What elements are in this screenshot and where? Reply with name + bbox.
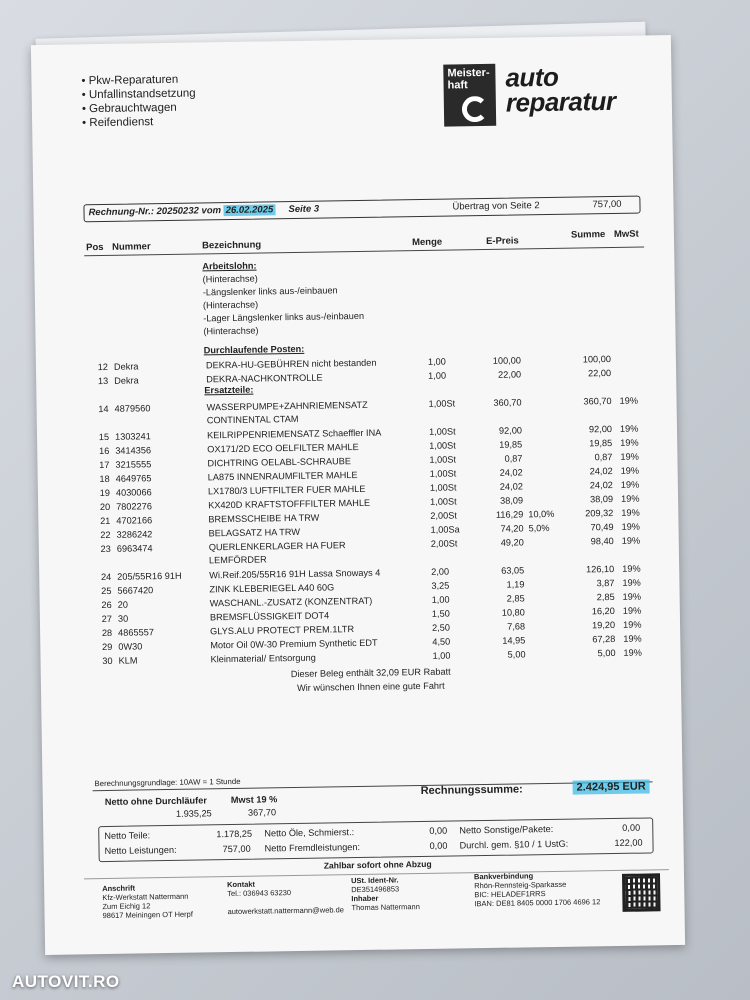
item-pos: 26	[101, 599, 112, 611]
item-qty: 2,00St	[430, 510, 457, 521]
item-sum: 98,40	[590, 535, 614, 547]
service-item: • Unfallinstandsetzung	[81, 87, 196, 102]
labor-line: (Hinterachse)	[203, 325, 259, 337]
item-pos: 24	[100, 571, 112, 583]
greeting-note: Wir wünschen Ihnen eine gute Fahrt	[296, 680, 445, 693]
item-sum: 67,28	[592, 633, 616, 645]
item-desc: Wi.Reif.205/55R16 91H Lassa Snoways 4	[209, 567, 381, 581]
col-pos: Pos	[85, 241, 104, 254]
item-vat: 19%	[620, 479, 640, 490]
vat-value: 367,70	[247, 807, 277, 818]
item-qty: 1,00St	[428, 398, 456, 409]
item-nr: 3286242	[116, 529, 153, 540]
col-menge: Menge	[411, 236, 443, 249]
total-label: Rechnungssumme:	[420, 783, 523, 798]
item-nr: 1303241	[114, 431, 151, 442]
footer-line: 98617 Meiningen OT Herpf	[102, 909, 193, 921]
item-pos: 30	[102, 655, 113, 667]
labor-line: (Hinterachse)	[202, 299, 259, 311]
item-sum: 3,87	[596, 577, 615, 589]
logo-word: reparatur	[505, 85, 616, 118]
footer-line: Thomas Nattermann	[351, 902, 420, 913]
item-desc-continued: CONTINENTAL CTAM	[206, 413, 299, 426]
services-list	[81, 73, 196, 131]
item-nr: 4030066	[115, 487, 152, 498]
invoice-page	[31, 35, 685, 955]
item-vat: 19%	[622, 591, 642, 602]
item-pos: 13	[97, 375, 109, 387]
item-qty: 1,00St	[428, 426, 456, 437]
carry-over-value: 757,00	[592, 198, 622, 211]
item-nr: KLM	[118, 655, 138, 666]
item-disc	[528, 495, 560, 496]
service-item: • Gebrauchtwagen	[81, 101, 177, 116]
item-pos: 17	[99, 459, 110, 471]
item-sum: 2,85	[596, 591, 615, 603]
item-qty: 2,50	[432, 622, 451, 633]
item-pos: 21	[100, 515, 111, 527]
calc-basis: Berechnungsgrundlage: 10AW = 1 Stunde	[94, 776, 241, 789]
item-qty: 2,00St	[430, 538, 458, 549]
item-vat: 19%	[619, 423, 639, 434]
item-sum: 70,49	[590, 521, 614, 533]
item-pos: 15	[98, 431, 110, 443]
carry-over-label: Übertrag von Seite 2	[452, 200, 540, 213]
item-vat: 19%	[622, 577, 641, 588]
item-price: 10,80	[501, 607, 525, 618]
footer-address-title: Anschrift	[102, 883, 136, 894]
oils-net-value: 0,00	[429, 825, 448, 836]
item-disc	[530, 649, 562, 650]
item-disc: 10,0%	[528, 508, 555, 520]
item-nr: 4649765	[115, 473, 152, 484]
item-qty: 1,00St	[429, 454, 457, 465]
footer-tax-title: USt. Ident-Nr.	[350, 875, 399, 886]
item-nr: 4702166	[116, 515, 153, 526]
item-desc: DEKRA-NACHKONTROLLE	[206, 372, 323, 385]
item-nr: 205/55R16 91H	[117, 570, 182, 582]
item-pos: 23	[100, 543, 111, 555]
item-disc	[530, 607, 562, 608]
item-qty: 2,00	[431, 566, 450, 577]
item-price: 22,00	[498, 369, 522, 380]
other-net-value: 0,00	[622, 822, 641, 833]
item-disc	[530, 621, 562, 622]
item-price: 1,19	[506, 579, 525, 590]
parts-net-label: Netto Teile:	[104, 830, 151, 842]
pass-through-net-label: Durchl. gem. §10 / 1 UstG:	[459, 838, 569, 851]
item-desc: DEKRA-HU-GEBÜHREN nicht bestanden	[205, 357, 377, 371]
item-price: 116,29	[495, 509, 524, 520]
item-price: 360,70	[493, 397, 522, 408]
item-price: 92,00	[498, 425, 523, 436]
item-qty: 1,00St	[430, 496, 457, 507]
item-disc	[527, 425, 559, 426]
item-disc	[528, 481, 560, 482]
item-price: 74,20	[500, 523, 524, 534]
item-qty: 1,00	[427, 356, 446, 367]
item-price: 7,68	[507, 621, 526, 632]
item-nr: 3215555	[115, 459, 152, 470]
item-price: 49,20	[500, 537, 524, 548]
item-pos: 29	[102, 641, 113, 653]
item-sum: 16,20	[591, 605, 615, 617]
logo-badge-text: Meister-	[447, 66, 490, 80]
labor-title: Arbeitslohn:	[202, 260, 257, 272]
item-sum: 24,02	[589, 479, 613, 491]
qr-code-icon	[622, 873, 661, 912]
footer-contact	[227, 878, 344, 916]
col-nummer: Nummer	[111, 241, 151, 253]
item-disc	[526, 397, 558, 398]
item-nr: 6963474	[116, 543, 153, 554]
footer-address	[102, 883, 193, 920]
invoice-header-box	[83, 196, 640, 223]
item-disc: 5,0%	[528, 522, 550, 534]
logo-wheel-icon	[462, 96, 488, 122]
item-disc	[530, 635, 562, 636]
footer-email: autowerkstatt.nattermann@web.de	[227, 905, 345, 917]
item-desc: GLYS.ALU PROTECT PREM.1LTR	[210, 624, 355, 637]
item-nr: 5667420	[117, 585, 154, 596]
header-rule	[84, 246, 644, 256]
item-nr: 30	[117, 613, 129, 624]
external-net-label: Netto Fremdleistungen:	[264, 842, 361, 854]
footer-line: BIC: HELADEF1RRS	[474, 889, 546, 900]
item-disc	[527, 439, 559, 440]
item-pos: 14	[98, 403, 109, 415]
oils-net-label: Netto Öle, Schmierst.:	[264, 827, 355, 839]
item-vat: 19%	[621, 493, 640, 504]
footer-phone: Tel.: 036943 63230	[227, 888, 292, 899]
item-desc: DICHTRING OELABL-SCHRAUBE	[207, 456, 351, 469]
item-qty: 1,00St	[429, 440, 456, 451]
item-disc	[526, 355, 558, 356]
item-disc	[528, 467, 560, 468]
footer-bank	[474, 870, 600, 908]
labor-line: -Längslenker links aus-/einbauen	[202, 285, 338, 298]
item-vat: 19%	[622, 619, 642, 630]
footer-line: Rhön-Rennsteig-Sparkasse	[474, 879, 567, 891]
external-net-value: 0,00	[429, 840, 448, 851]
labor-section	[202, 258, 364, 339]
item-sum: 19,85	[589, 438, 613, 449]
item-vat: 19%	[621, 535, 641, 546]
item-desc: WASCHANL.-ZUSATZ (KONZENTRAT)	[209, 595, 373, 609]
labor-line: -Lager Längslenker links aus-/einbauen	[203, 310, 365, 324]
footer-line: DE351496853	[351, 884, 400, 895]
parts-net-value: 1.178,25	[216, 828, 253, 840]
item-sum: 22,00	[588, 368, 612, 379]
item-sum: 5,00	[597, 647, 616, 659]
item-pos: 28	[101, 627, 113, 639]
item-vat: 19%	[621, 507, 640, 518]
total-value: 2.424,95 EUR	[573, 779, 650, 794]
item-vat: 19%	[622, 563, 641, 574]
item-sum: 126,10	[586, 563, 615, 575]
item-desc: Kleinmaterial/ Entsorgung	[210, 652, 316, 665]
item-qty: 1,50	[431, 608, 450, 619]
item-price: 19,85	[499, 439, 523, 450]
logo-wordmark	[505, 61, 616, 118]
item-vat: 19%	[622, 605, 642, 616]
item-desc: KEILRIPPENRIEMENSATZ Schaeffler INA	[206, 427, 382, 441]
item-qty: 3,25	[431, 580, 450, 591]
invoice-number: Rechnung-Nr.: 20250232 vom 26.02.2025	[88, 204, 274, 219]
item-vat: 19%	[623, 647, 642, 658]
item-disc	[529, 565, 561, 566]
col-bezeichnung: Bezeichnung	[201, 239, 262, 252]
company-logo	[443, 62, 634, 135]
payment-terms: Zahlbar sofort ohne Abzug	[323, 858, 432, 871]
item-qty: 1,00	[428, 370, 447, 381]
item-disc	[530, 593, 562, 594]
item-nr: 7802276	[116, 501, 153, 512]
item-desc: Motor Oil 0W-30 Premium Synthetic EDT	[210, 637, 378, 651]
item-vat: 19%	[621, 521, 640, 532]
item-sum: 0,87	[594, 451, 613, 463]
item-sum: 100,00	[582, 354, 611, 365]
footer-line: Inhaber	[351, 893, 379, 904]
item-sum: 360,70	[583, 396, 612, 407]
logo-badge	[443, 64, 496, 127]
item-sum: 92,00	[588, 424, 613, 435]
item-vat: 19%	[620, 451, 639, 462]
labor-line: (Hinterachse)	[202, 273, 258, 285]
pass-through-net-value: 122,00	[614, 837, 643, 849]
item-qty: 1,00St	[429, 468, 457, 479]
item-disc	[529, 537, 561, 538]
col-summe: Summe	[570, 229, 606, 241]
services-net-value: 757,00	[222, 843, 251, 855]
item-desc-continued: LEMFÖRDER	[208, 554, 267, 566]
item-qty: 1,00	[431, 594, 450, 605]
item-pos: 27	[101, 613, 112, 625]
col-epreis: E-Preis	[485, 235, 519, 247]
col-mwst: MwSt	[613, 228, 639, 240]
invoice-date: 26.02.2025	[225, 204, 274, 217]
discount-note: Dieser Beleg enthält 32,09 EUR Rabatt	[290, 666, 451, 680]
item-sum: 209,32	[585, 507, 614, 519]
item-nr: Dekra	[113, 361, 139, 372]
watermark-logo: AUTOVIT.RO	[12, 972, 120, 991]
item-price: 14,95	[502, 635, 526, 646]
services-net-label: Netto Leistungen:	[104, 844, 177, 857]
item-vat: 19%	[623, 633, 642, 644]
item-vat: 19%	[620, 465, 640, 476]
pass-through-title: Durchlaufende Posten:	[203, 343, 305, 356]
item-nr: 4865557	[118, 627, 154, 638]
item-desc: KX420D KRAFTSTOFFFILTER MAHLE	[208, 497, 371, 511]
item-qty: 1,00St	[429, 482, 457, 493]
item-price: 24,02	[499, 467, 523, 478]
item-price: 100,00	[492, 355, 521, 366]
item-nr: Dekra	[114, 375, 139, 386]
vat-label: Mwst 19 %	[230, 794, 278, 806]
item-sum: 19,20	[591, 619, 616, 631]
item-price: 24,02	[499, 481, 523, 492]
item-sum: 24,02	[589, 465, 613, 477]
logo-badge-text: haft	[447, 79, 468, 92]
footer-line: Kfz-Werkstatt Nattermann	[102, 891, 189, 903]
footer-contact-title: Kontakt	[227, 879, 256, 890]
service-item: • Reifendienst	[82, 116, 154, 130]
item-qty: 4,50	[432, 636, 451, 647]
item-disc	[527, 453, 559, 454]
net-value: 1.935,25	[175, 808, 212, 819]
net-label: Netto ohne Durchläufer	[104, 795, 207, 808]
item-pos: 20	[99, 501, 111, 513]
item-desc: WASSERPUMPE+ZAHNRIEMENSATZ	[206, 399, 368, 413]
item-price: 5,00	[507, 649, 526, 660]
item-desc: BELAGSATZ HA TRW	[208, 526, 301, 539]
item-pos: 12	[97, 361, 109, 373]
logo-word: auto	[505, 61, 559, 93]
item-price: 38,09	[500, 495, 524, 506]
item-vat: 19%	[619, 395, 639, 406]
item-desc: LA875 INNENRAUMFILTER MAHLE	[207, 470, 358, 483]
item-nr: 0W30	[118, 641, 143, 652]
item-desc: BREMSFLÜSSIGKEIT DOT4	[209, 610, 330, 623]
footer-line: IBAN: DE81 8405 0000 1706 4696 12	[474, 897, 601, 909]
parts-title: Ersatzteile:	[204, 384, 254, 396]
item-nr: 4879560	[114, 403, 151, 414]
footer-tax	[351, 875, 420, 912]
item-qty: 1,00	[432, 650, 451, 661]
item-desc: LX1780/3 LUFTFILTER FUER MAHLE	[207, 483, 366, 497]
item-pos: 16	[98, 445, 110, 457]
item-nr: 3414356	[115, 445, 152, 456]
invoice-page-number: Seite 3	[288, 203, 320, 216]
item-desc: BREMSSCHEIBE HA TRW	[208, 512, 320, 525]
item-qty: 1,00Sa	[430, 524, 460, 535]
item-sum: 38,09	[590, 493, 614, 505]
item-price: 0,87	[504, 453, 523, 464]
item-disc	[526, 369, 558, 370]
item-desc: QUERLENKERLAGER HA FUER	[208, 540, 346, 553]
footer-bank-title: Bankverbindung	[473, 871, 534, 882]
item-desc: OX171/2D ECO OELFILTER MAHLE	[207, 441, 359, 455]
item-desc: ZINK KLEBERIEGEL A40 60G	[209, 582, 335, 595]
item-price: 2,85	[506, 593, 525, 604]
item-pos: 22	[100, 529, 111, 541]
breakdown-box	[98, 817, 653, 862]
item-vat: 19%	[620, 437, 639, 448]
item-disc	[529, 579, 561, 580]
item-pos: 25	[101, 585, 112, 597]
other-net-label: Netto Sonstige/Pakete:	[459, 823, 554, 836]
item-price: 63,05	[501, 565, 525, 576]
footer-line: Zum Eichig 12	[102, 901, 151, 912]
item-nr: 20	[117, 599, 129, 610]
service-item: • Pkw-Reparaturen	[81, 73, 179, 88]
item-pos: 18	[99, 473, 110, 485]
item-pos: 19	[99, 487, 111, 499]
